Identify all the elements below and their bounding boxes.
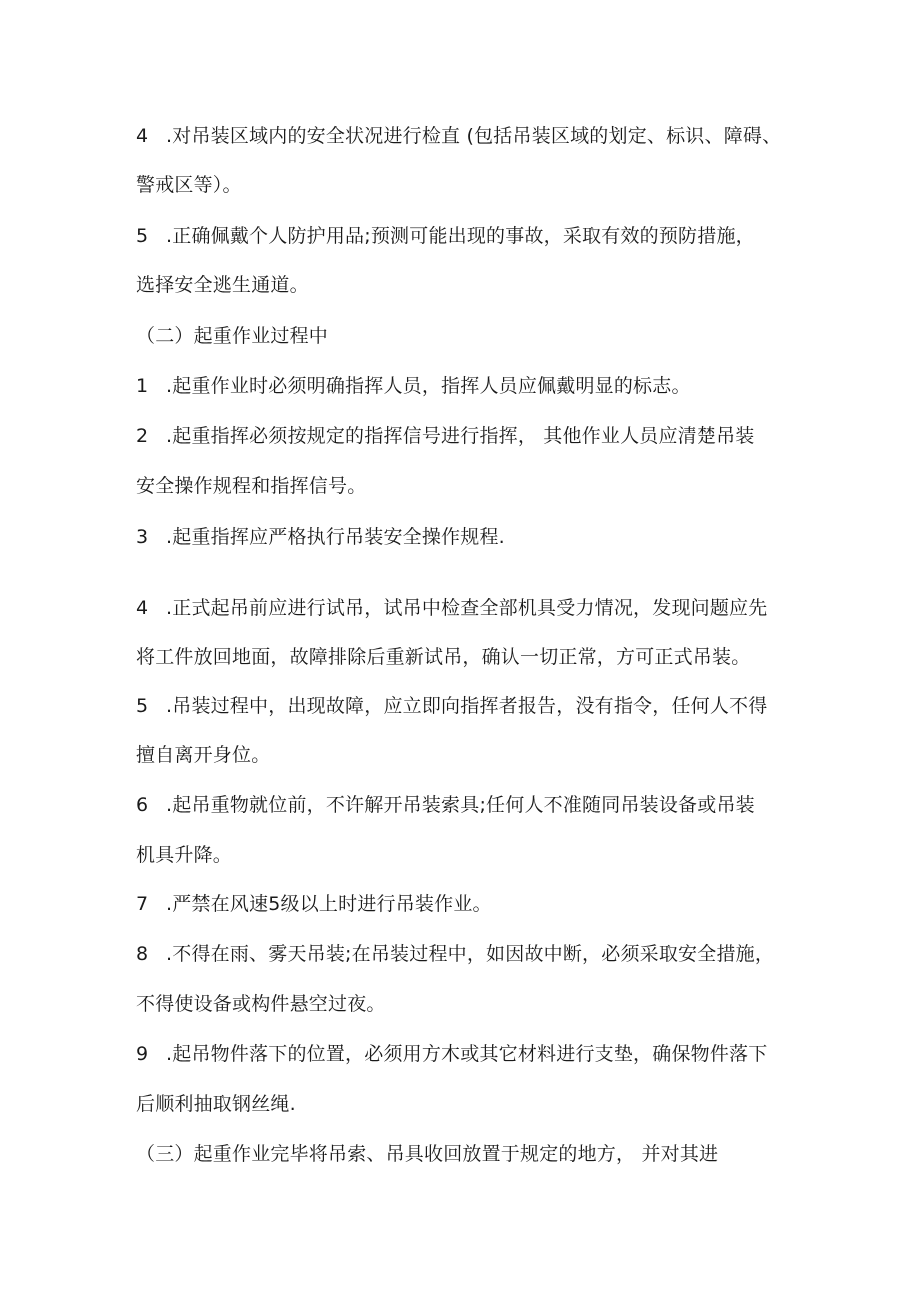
item-text: 选择安全逃生通道。 bbox=[136, 274, 309, 296]
section-heading bbox=[136, 324, 328, 348]
item-text: .起重指挥应严格执行吊装安全操作规程. bbox=[166, 526, 505, 548]
item-text: 后顺利抽取钢丝绳. bbox=[136, 1093, 296, 1115]
list-item-continuation bbox=[136, 645, 750, 669]
section-heading bbox=[136, 1142, 718, 1166]
list-item-continuation bbox=[136, 273, 309, 297]
list-item-continuation bbox=[136, 843, 232, 867]
item-text: .对吊装区域内的安全状况进行检直 (包括吊装区域的划定、标识、障碍、 bbox=[166, 125, 782, 147]
list-item bbox=[136, 942, 774, 966]
list-item-continuation bbox=[136, 173, 242, 197]
list-item bbox=[136, 224, 755, 248]
item-text: 不得使设备或构件悬空过夜。 bbox=[136, 993, 386, 1015]
item-number: 1 bbox=[136, 375, 149, 397]
list-item bbox=[136, 892, 492, 916]
item-number: 3 bbox=[136, 526, 149, 548]
item-number: 8 bbox=[136, 943, 149, 965]
item-number: 4 bbox=[136, 597, 149, 619]
item-text: 警戒区等）。 bbox=[136, 174, 242, 196]
list-item-continuation bbox=[136, 743, 270, 767]
item-text: 擅自离开身位。 bbox=[136, 744, 271, 766]
item-text: .起吊物件落下的位置，必须用方木或其它材料进行支垫，确保物件落下 bbox=[166, 1043, 768, 1065]
item-text: 机具升降。 bbox=[136, 844, 233, 866]
list-item bbox=[136, 525, 505, 549]
list-item bbox=[136, 793, 755, 817]
item-number: 5 bbox=[136, 225, 149, 247]
list-item bbox=[136, 374, 691, 398]
item-text: .吊装过程中，出现故障，应立即向指挥者报告，没有指令，任何人不得 bbox=[166, 695, 768, 717]
heading-text: （三）起重作业完毕将吊索、吊具收回放置于规定的地方， 并对其进 bbox=[136, 1143, 719, 1165]
item-text: .不得在雨、雾天吊装;在吊装过程中，如因故中断，必须采取安全措施， bbox=[166, 943, 775, 965]
list-item bbox=[136, 596, 767, 620]
item-number: 4 bbox=[136, 125, 149, 147]
item-number: 9 bbox=[136, 1043, 149, 1065]
item-number: 7 bbox=[136, 893, 149, 915]
item-number: 6 bbox=[136, 794, 149, 816]
heading-text: （二）起重作业过程中 bbox=[136, 325, 329, 347]
item-text: .严禁在风速5级以上时进行吊装作业。 bbox=[166, 893, 492, 915]
item-text: 安全操作规程和指挥信号。 bbox=[136, 475, 367, 497]
list-item-continuation bbox=[136, 992, 386, 1016]
list-item-continuation bbox=[136, 1092, 296, 1116]
item-text: .起吊重物就位前，不许解开吊装索具;任何人不准随同吊装设备或吊装 bbox=[166, 794, 755, 816]
item-text: .正式起吊前应进行试吊，试吊中检查全部机具受力情况，发现问题应先 bbox=[166, 597, 768, 619]
list-item bbox=[136, 694, 767, 718]
item-text: .起重指挥必须按规定的指挥信号进行指挥， 其他作业人员应清楚吊装 bbox=[166, 425, 755, 447]
item-text: .正确佩戴个人防护用品;预测可能出现的事故，采取有效的预防措施， bbox=[166, 225, 755, 247]
item-number: 5 bbox=[136, 695, 149, 717]
list-item-continuation bbox=[136, 474, 366, 498]
list-item bbox=[136, 124, 781, 148]
item-text: 将工件放回地面，故障排除后重新试吊，确认一切正常，方可正式吊装。 bbox=[136, 646, 751, 668]
item-number: 2 bbox=[136, 425, 149, 447]
list-item bbox=[136, 424, 754, 448]
item-text: .起重作业时必须明确指挥人员，指挥人员应佩戴明显的标志。 bbox=[166, 375, 691, 397]
list-item bbox=[136, 1042, 767, 1066]
